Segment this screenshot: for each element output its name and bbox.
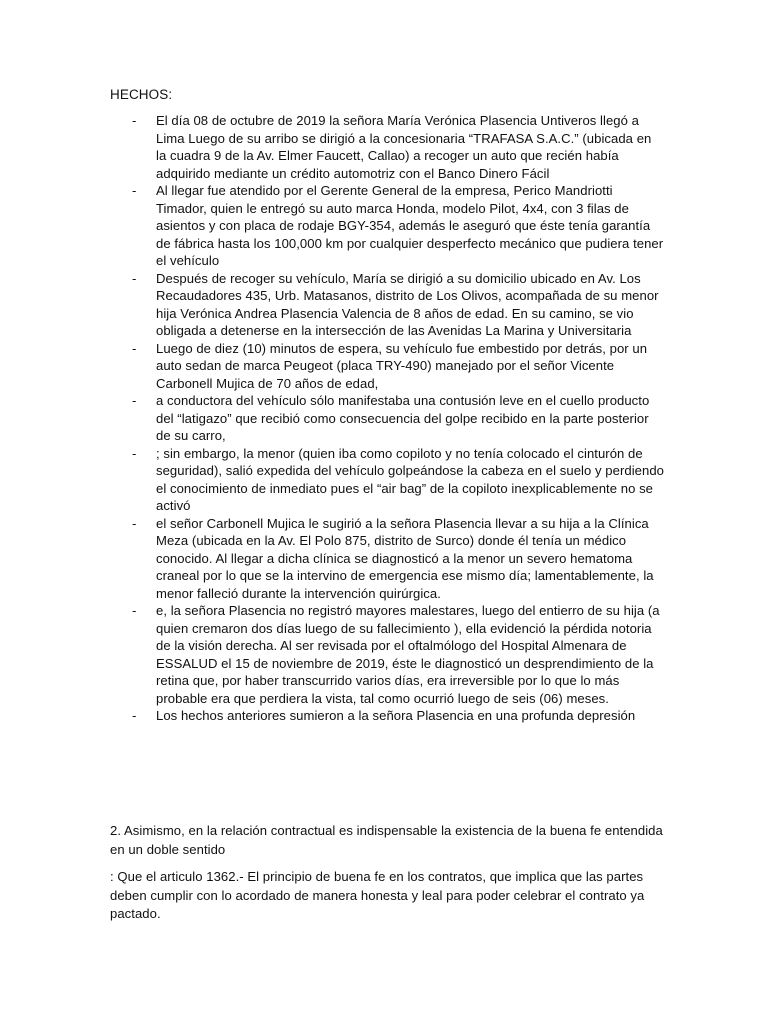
bullet-dash: -: [132, 113, 137, 128]
fact-item: [110, 445, 665, 515]
bullet-dash: -: [132, 603, 137, 618]
fact-text: Al llegar fue atendido por el Gerente General de la empresa, Perico Mandriotti Timador, quien le entregó su auto marca Honda, modelo Pilot, 4x4, con 3 filas de asientos y con placa de rodaje BGY-354, además le aseguró que éste tenía garantía de fábrica hasta los 100,000 km por cualquier desperfecto mecánico que pudiera tener el vehículo: [156, 183, 664, 268]
fact-text: ; sin embargo, la menor (quien iba como copiloto y no tenía colocado el cinturón de seguridad), salió expedida del vehículo golpeándose la cabeza en el suelo y perdiendo el conocimiento de inmediato pues el “air bag” de la copiloto inexplicablemente no se activó: [156, 445, 664, 513]
facts-list: [110, 112, 665, 725]
fact-text: a conductora del vehículo sólo manifestaba una contusión leve en el cuello producto del “latigazo” que recibió como consecuencia del golpe recibido en la parte posterior de su carro,: [156, 393, 650, 443]
fact-text: Después de recoger su vehículo, María se dirigió a su domicilio ubicado en Av. Los Recaudadores 435, Urb. Matasanos, distrito de Los Olivos, acompañada de su menor hija Verónica Andrea Plasencia Valencia de 8 años de edad. En su camino, se vio obligada a detenerse en la intersección de las Avenidas La Marina y Universitaria: [156, 270, 659, 338]
bullet-dash: -: [132, 340, 137, 356]
fact-item: [110, 602, 665, 707]
section-heading: HECHOS:: [110, 87, 173, 102]
fact-item: [110, 340, 665, 393]
fact-text: e, la señora Plasencia no registró mayores malestares, luego del entierro de su hija (a quien cremaron dos días luego de su fallecimiento ), ella evidenció la pérdida notoria de la visión derecha. Al ser revisada por el oftalmólogo del Hospital Almenara de ESSALUD el 15 de noviembre de 2019, éste le diagnosticó un desprendimiento de la retina que, por haber transcurrido varios días, era irreversible por lo que lo más probable era que perdiera la vista, tal como ocurrió luego de seis (06) meses.: [156, 603, 660, 706]
fact-text: Luego de diez (10) minutos de espera, su vehículo fue embestido por detrás, por un auto sedan de marca Peugeot (placa TRY-490) manejado por el señor Vicente Carbonell Mujica de 70 años de edad,: [156, 340, 648, 391]
bullet-dash: -: [132, 708, 137, 723]
paragraph-good-faith: 2. Asimismo, en la relación contractual es indispensable la existencia de la buena fe entendida en un doble sentido: [110, 823, 663, 857]
fact-item: [110, 270, 665, 340]
bullet-dash: -: [132, 183, 137, 198]
fact-text: El día 08 de octubre de 2019 la señora María Verónica Plasencia Untiveros llegó a Lima Luego de su arribo se dirigió a la concesionaria “TRAFASA S.A.C.” (ubicada en la cuadra 9 de la Av. Elmer Faucett, Callao) a recoger un auto que recién había adquirido mediante un crédito automotriz con el Banco Dinero Fácil: [156, 113, 652, 181]
paragraph-article-1362: : Que el articulo 1362.- El principio de buena fe en los contratos, que implica que las partes deben cumplir con lo acordado de manera honesta y leal para poder celebrar el contrato ya pactado.: [110, 869, 645, 921]
fact-item: [110, 707, 665, 725]
bullet-dash: -: [132, 515, 137, 531]
bullet-dash: -: [132, 445, 137, 461]
fact-item: [110, 392, 665, 445]
bullet-dash: -: [132, 393, 137, 408]
bullet-dash: -: [132, 270, 137, 286]
fact-item: [110, 182, 665, 270]
fact-text: Los hechos anteriores sumieron a la señora Plasencia en una profunda depresión: [156, 708, 636, 723]
fact-item: [110, 112, 665, 182]
fact-item: [110, 515, 665, 603]
fact-text: el señor Carbonell Mujica le sugirió a la señora Plasencia llevar a su hija a la Clínica Meza (ubicada en la Av. El Polo 875, distrito de Surco) donde él tenía un médico conocido. Al llegar a dicha clínica se diagnosticó a la menor un severo hematoma craneal por lo que se la intervino de emergencia ese mismo día; lamentablemente, la menor falleció durante la intervención quirúrgica.: [156, 515, 654, 601]
